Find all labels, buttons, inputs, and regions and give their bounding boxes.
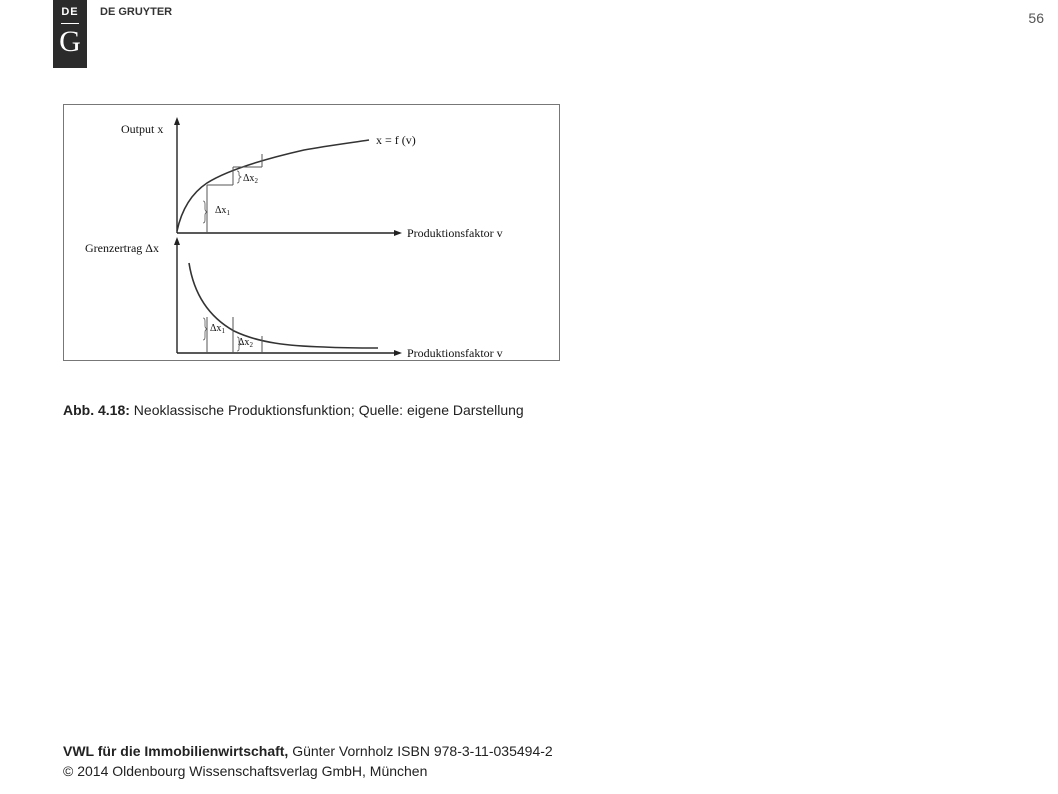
top-panel	[121, 117, 503, 240]
bottom-x-axis-label: Produktionsfaktor v	[407, 346, 503, 360]
caption-label: Abb. 4.18:	[63, 402, 130, 418]
top-y-axis-arrow	[174, 117, 180, 125]
bottom-y-axis-arrow	[174, 237, 180, 245]
top-delta1-label: $\Delta x_1$	[215, 205, 230, 217]
bottom-panel	[85, 237, 503, 360]
top-x-axis-arrow	[394, 230, 402, 236]
top-y-axis-label: Output x	[121, 122, 164, 136]
author-isbn: Günter Vornholz ISBN 978-3-11-035494-2	[292, 743, 553, 759]
top-delta2-label: $\Delta x_2$	[243, 173, 258, 185]
caption-text: Neoklassische Produktionsfunktion; Quelle: eigene Darstellung	[133, 402, 524, 418]
footer-line-1	[63, 741, 553, 761]
copyright: © 2014 Oldenbourg Wissenschaftsverlag GmbH, München	[63, 763, 428, 779]
curve-label: x = f (v)	[376, 133, 416, 147]
logo-de-text: DE	[61, 6, 79, 18]
brace1	[203, 201, 207, 223]
logo-g-text: G	[59, 25, 81, 58]
production-function-diagram	[64, 105, 561, 362]
publisher-logo	[53, 0, 87, 68]
bottom-x-axis-arrow	[394, 350, 402, 356]
figure-caption	[63, 402, 524, 418]
page-number: 56	[1028, 10, 1044, 26]
book-title: VWL für die Immobilienwirtschaft,	[63, 743, 289, 759]
publisher-name: DE GRUYTER	[100, 6, 173, 18]
bottom-delta2-label: $\Delta x_2$	[238, 337, 253, 349]
figure-frame	[63, 104, 560, 361]
footer	[63, 741, 553, 781]
bottom-brace1	[203, 318, 207, 340]
top-x-axis-label: Produktionsfaktor v	[407, 226, 503, 240]
brace2	[237, 171, 241, 183]
bottom-y-axis-label: Grenzertrag Δx	[85, 241, 160, 255]
production-curve	[177, 140, 369, 231]
marginal-product-curve	[189, 263, 378, 348]
bottom-delta1-label: $\Delta x_1$	[210, 323, 225, 335]
